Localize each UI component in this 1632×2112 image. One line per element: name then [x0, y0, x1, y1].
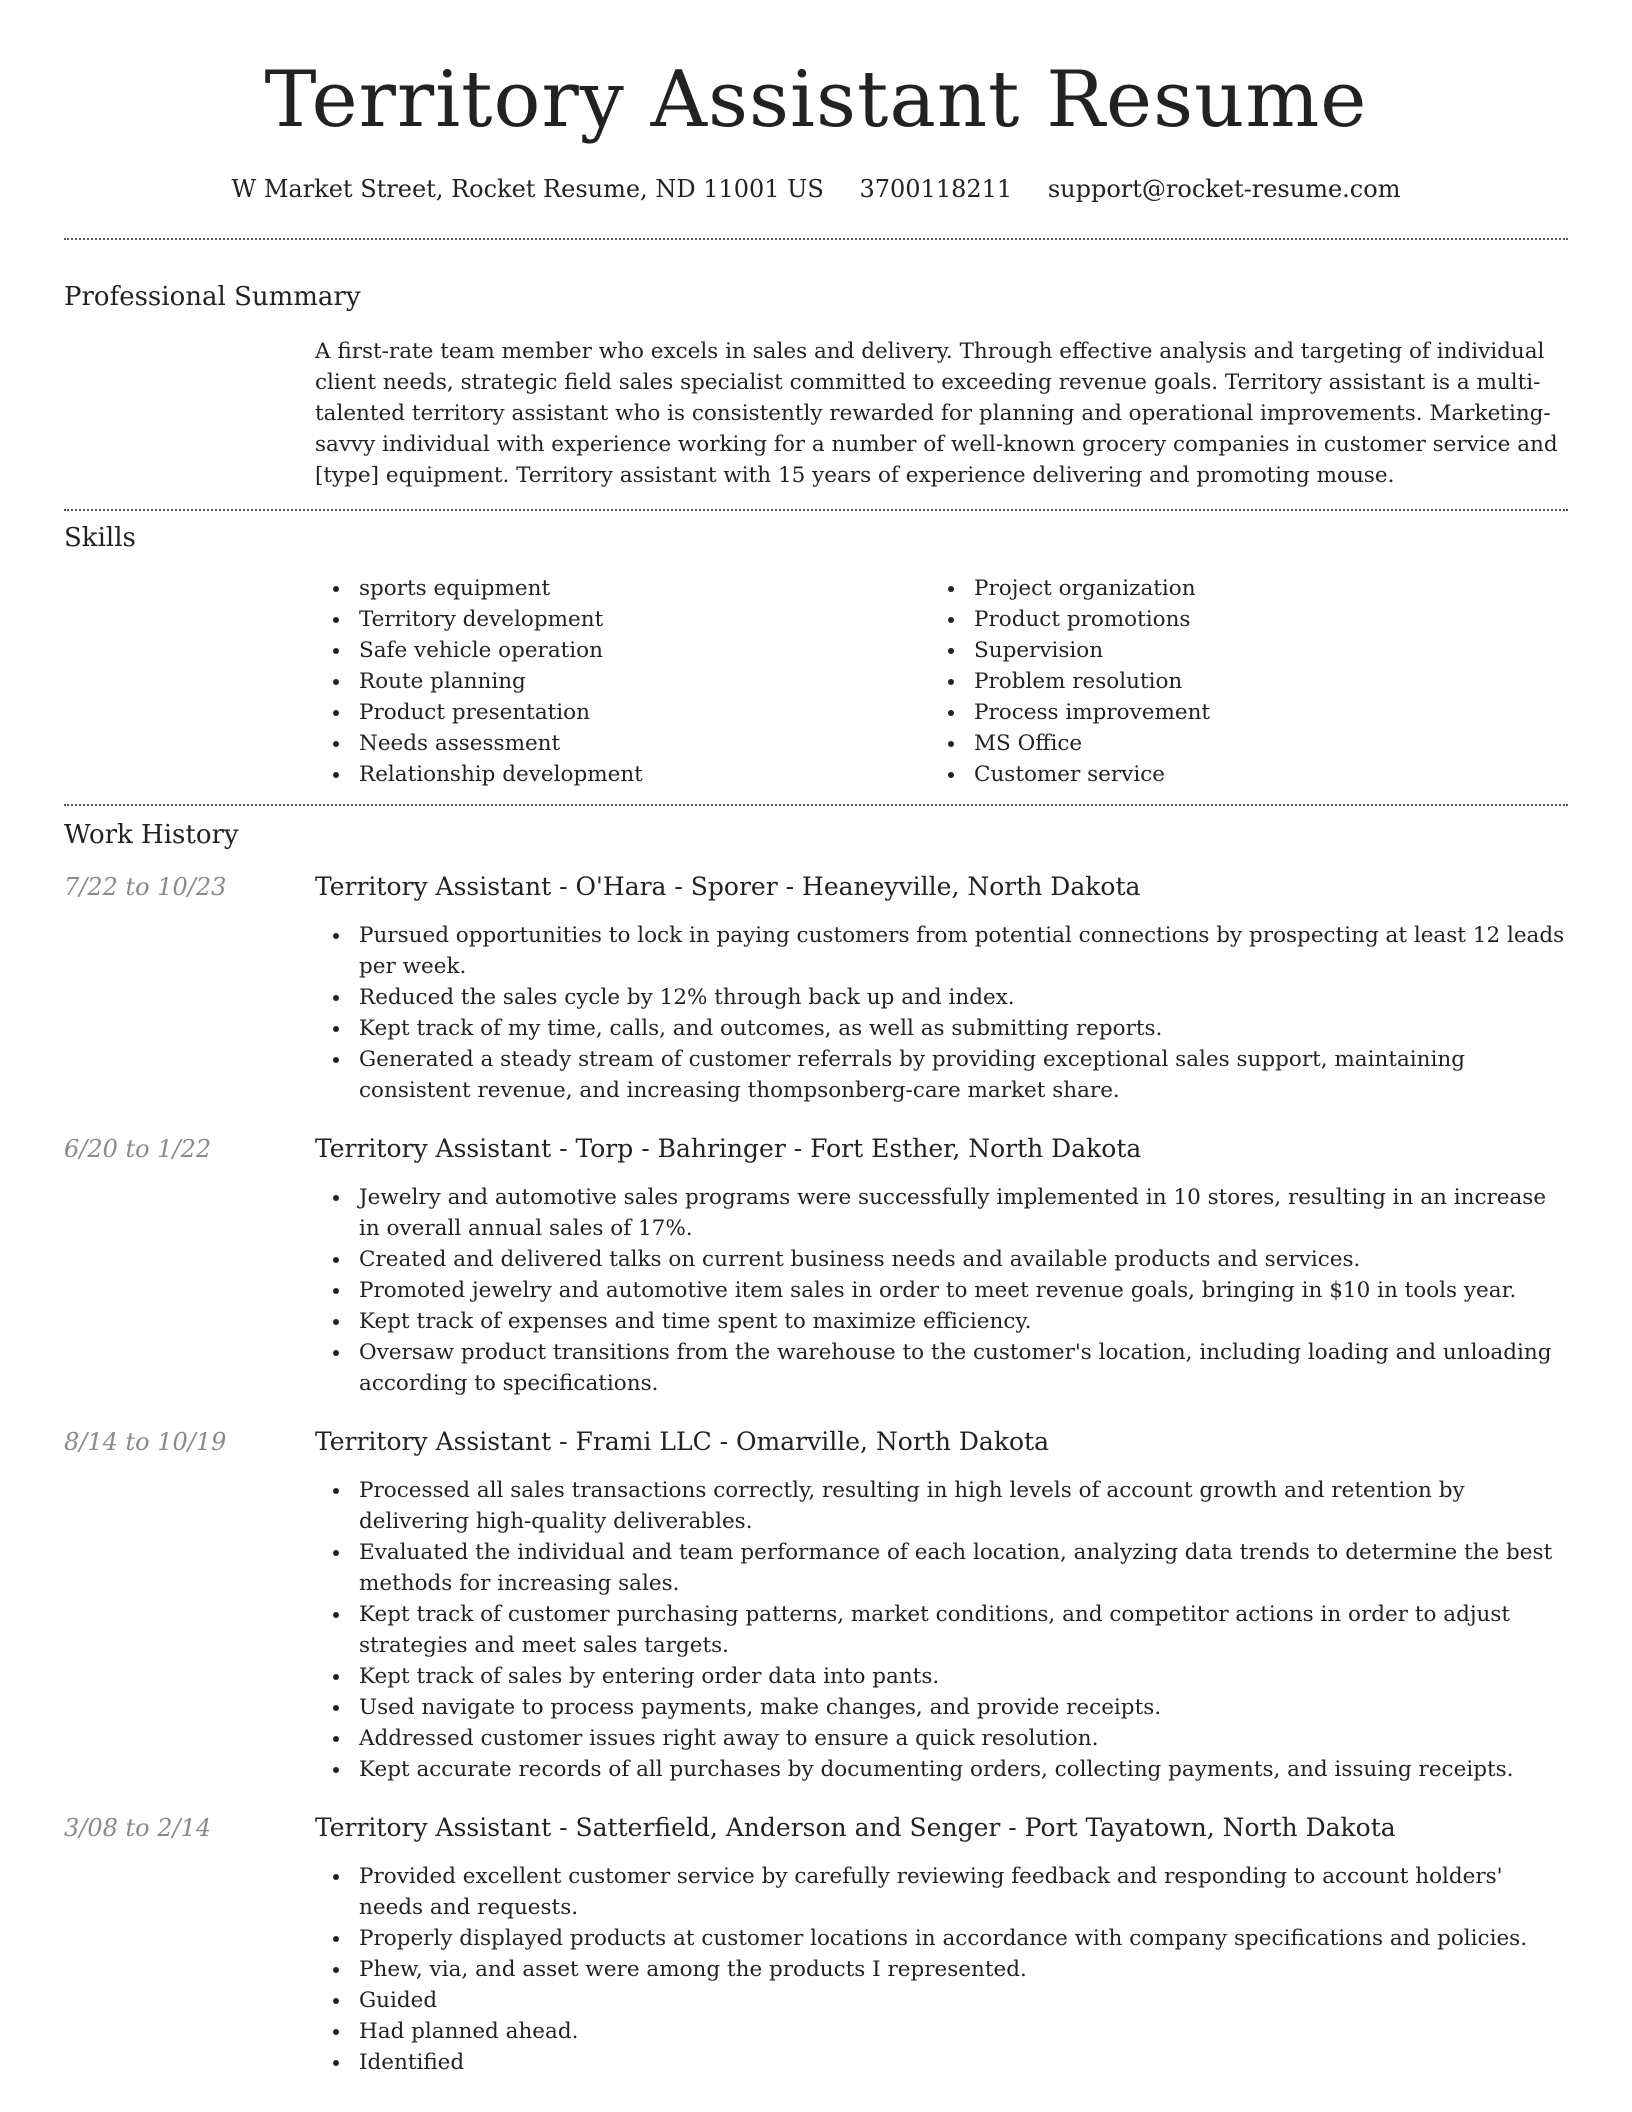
- job-title: Territory Assistant - Frami LLC - Omarville, North Dakota: [315, 1427, 1049, 1456]
- job-header: [0, 1813, 1632, 1851]
- job-title: Territory Assistant - Satterfield, Anderson and Senger - Port Tayatown, North Dakota: [315, 1813, 1396, 1842]
- contact-phone: 3700118211: [859, 175, 1013, 203]
- job-header: [0, 1427, 1632, 1465]
- list-item: Needs assessment: [359, 728, 930, 759]
- job-bullets: [315, 1861, 1568, 2078]
- job-entry: [0, 1134, 1632, 1399]
- list-item: Provided excellent customer service by carefully reviewing feedback and responding to account holders' needs and requests.: [359, 1861, 1568, 1923]
- summary-heading: Professional Summary: [64, 282, 361, 312]
- list-item: Product promotions: [974, 604, 1545, 635]
- job-bullets: [315, 1475, 1568, 1785]
- job-dates: 3/08 to 2/14: [64, 1814, 212, 1842]
- job-header: [0, 1134, 1632, 1172]
- list-item: Kept track of customer purchasing patterns, market conditions, and competitor actions in order to adjust strategies and meet sales targets.: [359, 1599, 1568, 1661]
- skills-heading: Skills: [64, 523, 136, 553]
- skills-list-right: [930, 573, 1545, 790]
- list-item: Had planned ahead.: [359, 2016, 1568, 2047]
- job-entry: [0, 872, 1632, 1106]
- list-item: Reduced the sales cycle by 12% through back up and index.: [359, 982, 1568, 1013]
- list-item: Generated a steady stream of customer referrals by providing exceptional sales support, maintaining consistent revenue, and increasing thompsonberg-care market share.: [359, 1044, 1568, 1106]
- job-title: Territory Assistant - O'Hara - Sporer - Heaneyville, North Dakota: [315, 872, 1141, 901]
- work-heading: Work History: [64, 820, 239, 850]
- job-header: [0, 872, 1632, 910]
- contact-line: [0, 172, 1632, 206]
- contact-address: W Market Street, Rocket Resume, ND 11001 US: [231, 175, 824, 203]
- list-item: Processed all sales transactions correctly, resulting in high levels of account growth and retention by delivering high-quality deliverables.: [359, 1475, 1568, 1537]
- divider: [64, 238, 1568, 240]
- list-item: Relationship development: [359, 759, 930, 790]
- list-item: Project organization: [974, 573, 1545, 604]
- list-item: Problem resolution: [974, 666, 1545, 697]
- list-item: Jewelry and automotive sales programs were successfully implemented in 10 stores, resulting in an increase in overall annual sales of 17%.: [359, 1182, 1568, 1244]
- list-item: Kept track of expenses and time spent to maximize efficiency.: [359, 1306, 1568, 1337]
- skills-column-right: [930, 573, 1545, 790]
- summary-text: A first-rate team member who excels in sales and delivery. Through effective analysis and targeting of individual client needs, strategic field sales specialist committed to exceeding revenue goals. Territory assistant is a multi-talented territory assistant who is consistently rewarded for planning and operational improvements. Marketing-savvy individual with experience working for a number of well-known grocery companies in customer service and [type] equipment. Territory assistant with 15 years of experience delivering and promoting mouse.: [315, 339, 1558, 488]
- list-item: Evaluated the individual and team performance of each location, analyzing data trends to determine the best methods for increasing sales.: [359, 1537, 1568, 1599]
- list-item: Phew, via, and asset were among the products I represented.: [359, 1954, 1568, 1985]
- list-item: Kept accurate records of all purchases by documenting orders, collecting payments, and issuing receipts.: [359, 1754, 1568, 1785]
- list-item: Identified: [359, 2047, 1568, 2078]
- contact-email: support@rocket-resume.com: [1047, 175, 1401, 203]
- list-item: sports equipment: [359, 573, 930, 604]
- list-item: Safe vehicle operation: [359, 635, 930, 666]
- list-item: Used navigate to process payments, make changes, and provide receipts.: [359, 1692, 1568, 1723]
- job-title: Territory Assistant - Torp - Bahringer - Fort Esther, North Dakota: [315, 1134, 1142, 1163]
- list-item: Guided: [359, 1985, 1568, 2016]
- skills-list-left: [315, 573, 930, 790]
- job-entry: [0, 1813, 1632, 2078]
- resume-title: Territory Assistant Resume: [264, 55, 1368, 145]
- list-item: Route planning: [359, 666, 930, 697]
- job-dates: 8/14 to 10/19: [64, 1428, 227, 1456]
- job-dates: 7/22 to 10/23: [64, 873, 227, 901]
- job-dates: 6/20 to 1/22: [64, 1135, 212, 1163]
- divider: [64, 804, 1568, 806]
- job-entry: [0, 1427, 1632, 1785]
- list-item: Pursued opportunities to lock in paying customers from potential connections by prospecting at least 12 leads per week.: [359, 920, 1568, 982]
- list-item: Oversaw product transitions from the warehouse to the customer's location, including loading and unloading according to specifications.: [359, 1337, 1568, 1399]
- list-item: Territory development: [359, 604, 930, 635]
- job-bullets: [315, 920, 1568, 1106]
- list-item: Customer service: [974, 759, 1545, 790]
- list-item: Promoted jewelry and automotive item sales in order to meet revenue goals, bringing in $10 in tools year.: [359, 1275, 1568, 1306]
- list-item: Created and delivered talks on current business needs and available products and services.: [359, 1244, 1568, 1275]
- work-history-list: [0, 872, 1632, 2078]
- list-item: Process improvement: [974, 697, 1545, 728]
- list-item: Kept track of sales by entering order data into pants.: [359, 1661, 1568, 1692]
- list-item: Supervision: [974, 635, 1545, 666]
- job-bullets: [315, 1182, 1568, 1399]
- list-item: Kept track of my time, calls, and outcomes, as well as submitting reports.: [359, 1013, 1568, 1044]
- divider: [64, 509, 1568, 511]
- skills-grid: [315, 573, 1568, 790]
- list-item: Product presentation: [359, 697, 930, 728]
- list-item: MS Office: [974, 728, 1545, 759]
- skills-column-left: [315, 573, 930, 790]
- list-item: Addressed customer issues right away to ensure a quick resolution.: [359, 1723, 1568, 1754]
- list-item: Properly displayed products at customer locations in accordance with company specifications and policies.: [359, 1923, 1568, 1954]
